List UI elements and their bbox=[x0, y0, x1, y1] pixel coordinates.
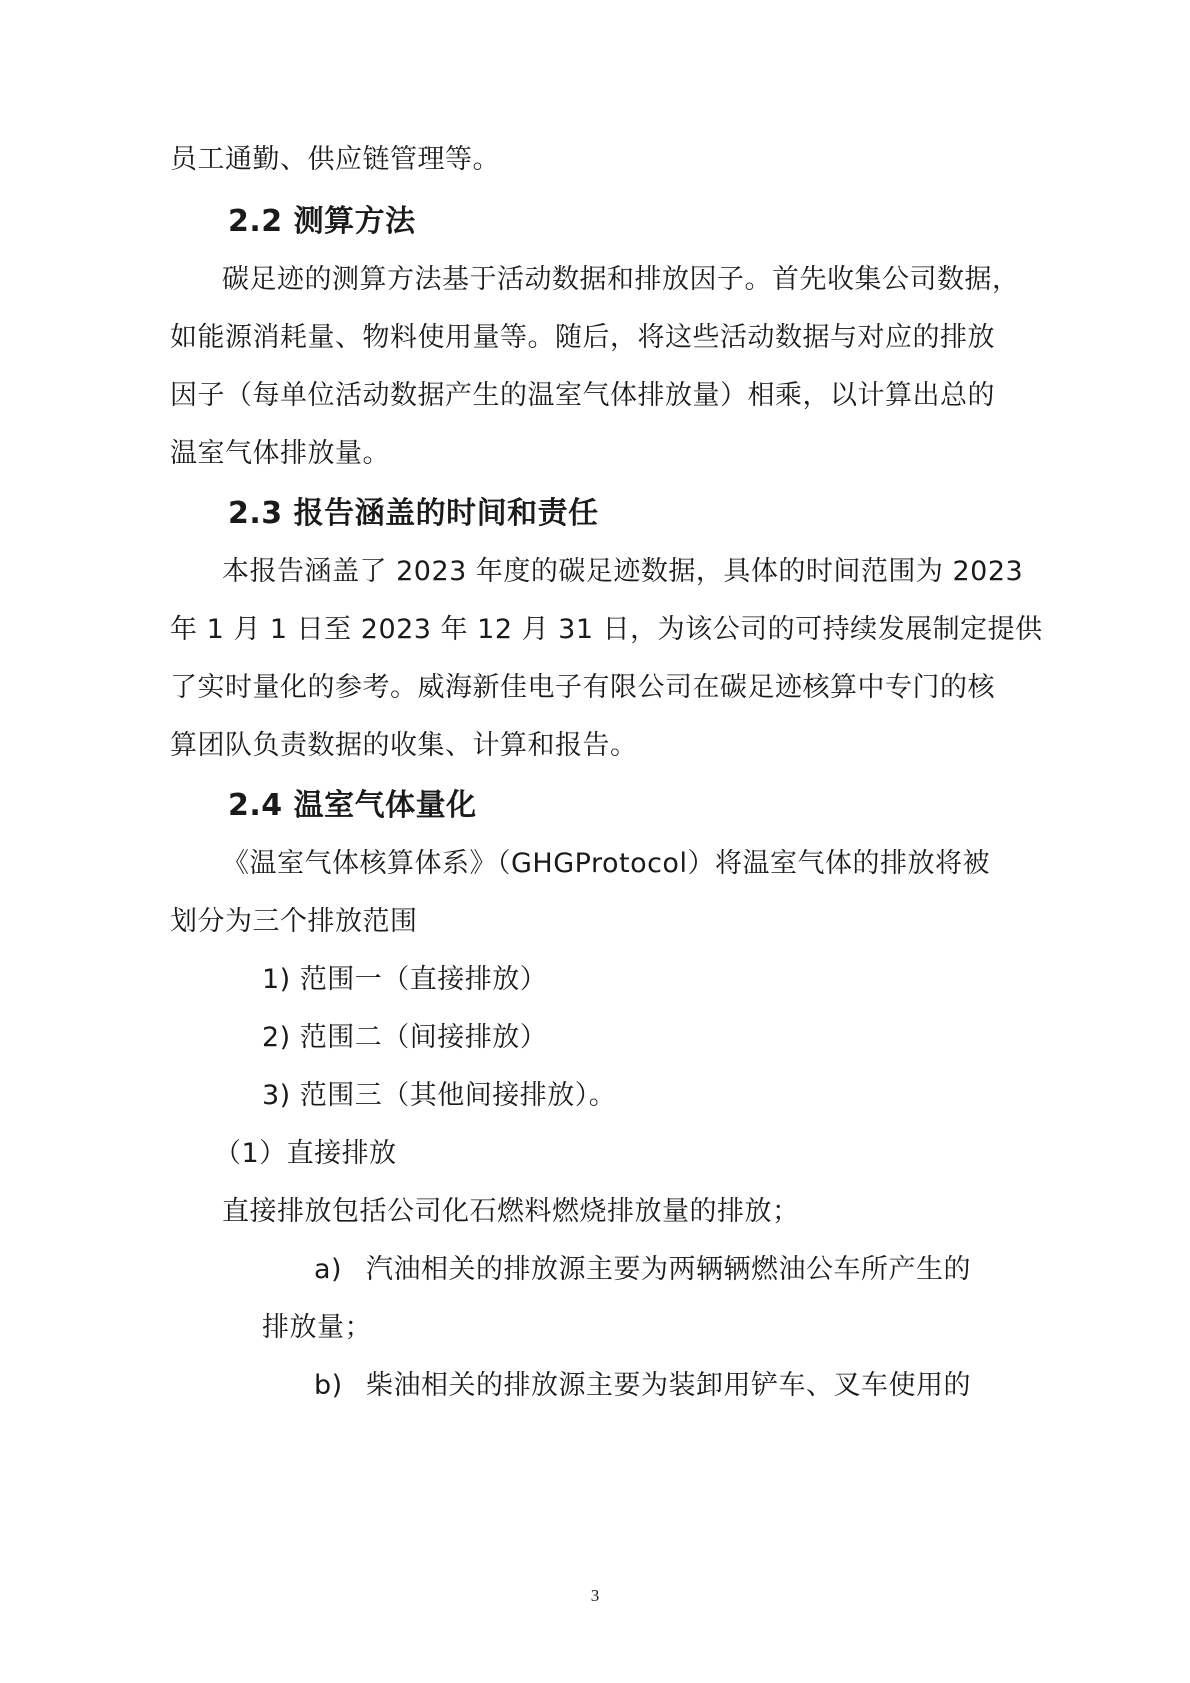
text-line: 《温室气体核算体系》（GHGProtocol）将温室气体的排放将被 bbox=[222, 848, 990, 879]
page-number: 3 bbox=[590, 1586, 600, 1605]
text-line: 划分为三个排放范围 bbox=[170, 906, 418, 937]
section-heading-2-4: 2.4 温室气体量化 bbox=[228, 788, 477, 823]
scope-list-item: 2) 范围二（间接排放） bbox=[262, 1022, 548, 1053]
subheading-direct-emission: （1）直接排放 bbox=[214, 1138, 397, 1169]
list-item-continuation: 排放量； bbox=[262, 1312, 372, 1343]
section-heading-2-2: 2.2 测算方法 bbox=[228, 204, 416, 239]
text-line: 年 1 月 1 日至 2023 年 12 月 31 日，为该公司的可持续发展制定提供 bbox=[170, 614, 1043, 645]
list-item-text: 汽油相关的排放源主要为两辆辆燃油公车所产生的 bbox=[366, 1254, 971, 1285]
scope-list-item: 1) 范围一（直接排放） bbox=[262, 964, 548, 995]
text-line: 员工通勤、供应链管理等。 bbox=[170, 144, 500, 175]
text-line: 本报告涵盖了 2023 年度的碳足迹数据，具体的时间范围为 2023 bbox=[222, 556, 1024, 587]
section-heading-2-3: 2.3 报告涵盖的时间和责任 bbox=[228, 496, 599, 531]
text-line: 算团队负责数据的收集、计算和报告。 bbox=[170, 730, 638, 761]
text-line: 碳足迹的测算方法基于活动数据和排放因子。首先收集公司数据， bbox=[222, 264, 1020, 295]
text-line: 温室气体排放量。 bbox=[170, 438, 390, 469]
list-marker: a) bbox=[314, 1254, 343, 1285]
list-marker: b) bbox=[314, 1370, 343, 1401]
text-line: 因子（每单位活动数据产生的温室气体排放量）相乘，以计算出总的 bbox=[170, 380, 995, 411]
scope-list-item: 3) 范围三（其他间接排放）。 bbox=[262, 1080, 617, 1111]
list-item-text: 柴油相关的排放源主要为装卸用铲车、叉车使用的 bbox=[366, 1370, 971, 1401]
text-line: 直接排放包括公司化石燃料燃烧排放量的排放； bbox=[222, 1196, 800, 1227]
text-line: 如能源消耗量、物料使用量等。随后，将这些活动数据与对应的排放 bbox=[170, 322, 995, 353]
text-line: 了实时量化的参考。威海新佳电子有限公司在碳足迹核算中专门的核 bbox=[170, 672, 995, 703]
